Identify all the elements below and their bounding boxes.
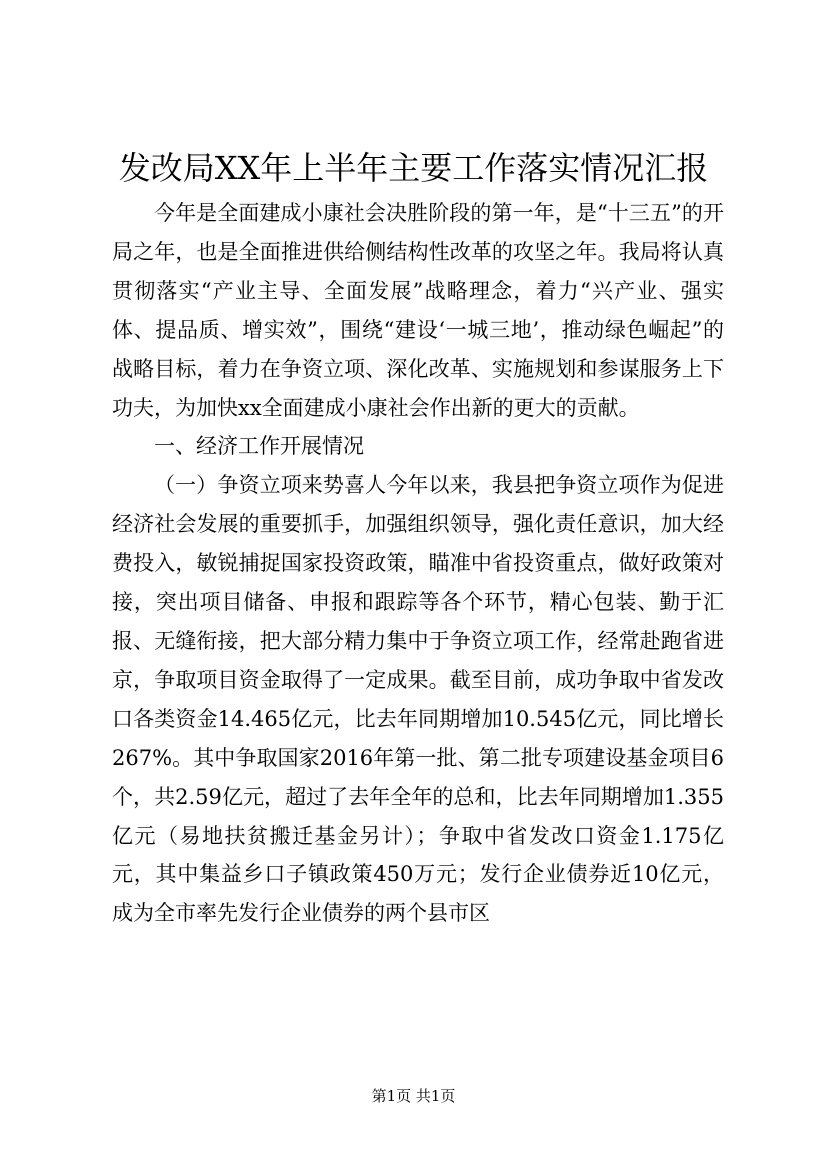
document-title: 发改局XX年上半年主要工作落实情况汇报	[118, 149, 709, 187]
paragraph-fundraising: （一）争资立项来势喜人今年以来，我县把争资立项作为促进经济社会发展的重要抓手，加强组织领导，强化责任意识，加大经费投入，敏锐捕捉国家投资政策，瞄准中省投资重点，做好政策对接，突出项目储备、申报和跟踪等各个环节，精心包装、勤于汇报、无缝衔接，把大部分精力集中于争资立项工作，经常赴跑省进京，争取项目资金取得了一定成果。截至目前，成功争取中省发改口各类资金14.465亿元，比去年同期增加10.545亿元，同比增长267%。其中争取国家2016年第一批、第二批专项建设基金项目6个，共2.59亿元，超过了去年全年的总和，比去年同期增加1.355亿元（易地扶贫搬迁基金另计）；争取中省发改口资金1.175亿元，其中集益乡口子镇政策450万元；发行企业债券近10亿元，成为全市率先发行企业债券的两个县市区	[112, 473, 724, 926]
section-heading: 一、经济工作开展情况	[154, 434, 364, 459]
paragraph-intro: 今年是全面建成小康社会决胜阶段的第一年，是“十三五”的开局之年，也是全面推进供给侧结构性改革的攻坚之年。我局将认真贯彻落实“产业主导、全面发展”战略理念，着力“兴产业、强实体、提品质、增实效”，围绕“建设‘一城三地’，推动绿色崛起”的战略目标，着力在争资立项、深化改革、实施规划和参谋服务上下功夫，为加快xx全面建成小康社会作出新的更大的贡献。	[112, 201, 724, 420]
document-body	[112, 194, 724, 933]
page-footer: 第1页 共1页	[371, 1087, 456, 1105]
